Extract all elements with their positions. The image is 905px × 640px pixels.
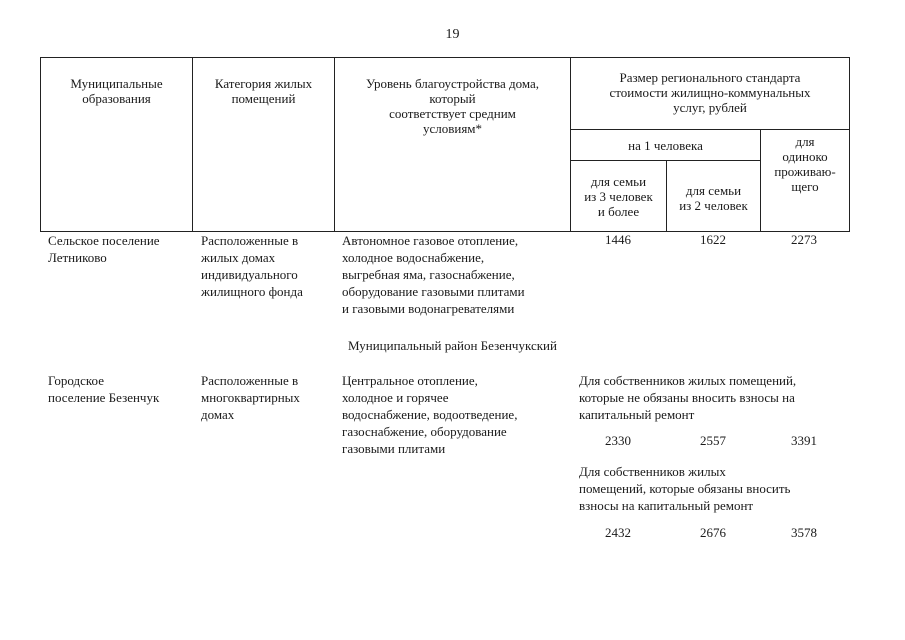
header-standard-size	[570, 57, 850, 130]
header-improvement-level	[334, 57, 571, 232]
row2-a-value-single: 3391	[791, 433, 817, 448]
header-family-3-line-1: для семьи	[590, 174, 647, 189]
header-single-resident	[760, 129, 850, 232]
header-municipal-formations-text: Муниципальные образования	[70, 76, 163, 106]
header-municipal-formations	[40, 57, 193, 232]
header-family-3-line-3: и более	[597, 204, 640, 219]
row2-note-b-line-2: помещений, которые обязаны вносить	[579, 481, 791, 496]
table-header	[40, 57, 850, 232]
header-family-2-line-2: из 2 человек	[679, 198, 748, 213]
row2-improvement-line-1: Центральное отопление,	[342, 373, 478, 388]
row1-value-family3: 1446	[605, 232, 631, 247]
row2-improvement-line-3: водоснабжение, водоотведение,	[342, 407, 518, 422]
row2-note-a-line-1: Для собственников жилых помещений,	[579, 373, 797, 388]
row1-category	[201, 232, 303, 300]
row2-category-line-3: домах	[201, 407, 235, 422]
row1-category-line-2: жилых домах	[201, 250, 276, 265]
row1-municipality-line-2: Летниково	[48, 250, 107, 265]
header-family-2-line-1: для семьи	[685, 183, 742, 198]
row1-category-line-1: Расположенные в	[201, 233, 299, 248]
header-size-line-1: Размер регионального стандарта	[619, 70, 801, 85]
row2-municipality	[48, 372, 159, 406]
header-single-line-3: проживаю-	[774, 164, 836, 179]
header-improvement-line-3: соответствует средним	[389, 106, 516, 121]
row1-category-line-3: индивидуального	[201, 267, 298, 282]
row2-improvement-line-2: холодное и горячее	[342, 390, 449, 405]
row1-improvement-line-5: и газовыми водонагревателями	[342, 301, 515, 316]
page-number: 19	[445, 27, 460, 42]
row2-municipality-line-1: Городское	[48, 373, 104, 388]
header-single-line-4: щего	[791, 179, 819, 194]
row2-a-value-family2: 2557	[700, 433, 726, 448]
row2-note-a-line-2: которые не обязаны вносить взносы на	[579, 390, 795, 405]
row2-note-a-line-3: капитальный ремонт	[579, 407, 695, 422]
row1-improvement-line-2: холодное водоснабжение,	[342, 250, 485, 265]
row2-b-value-family3: 2432	[605, 525, 631, 540]
row2-improvement	[342, 372, 517, 457]
row1-improvement	[342, 232, 525, 317]
header-single-line-2: одиноко	[782, 149, 828, 164]
district-heading: Муниципальный район Безенчукский	[348, 338, 557, 353]
header-family-3	[570, 160, 667, 232]
row1-improvement-line-3: выгребная яма, газоснабжение,	[342, 267, 515, 282]
row1-category-line-4: жилищного фонда	[201, 284, 303, 299]
row2-municipality-line-2: поселение Безенчук	[48, 390, 160, 405]
row1-municipality-line-1: Сельское поселение	[48, 233, 160, 248]
header-housing-category	[192, 57, 335, 232]
header-per-person	[570, 129, 761, 161]
row2-b-value-family2: 2676	[700, 525, 726, 540]
row2-improvement-line-4: газоснабжение, оборудование	[342, 424, 507, 439]
row2-improvement-line-5: газовыми плитами	[342, 441, 446, 456]
header-per-person-text: на 1 человека	[628, 138, 703, 153]
header-housing-category-text: Категория жилых помещений	[214, 76, 313, 106]
header-improvement-line-2: который	[429, 91, 476, 106]
row2-category	[201, 372, 300, 423]
row1-improvement-line-1: Автономное газовое отопление,	[342, 233, 519, 248]
row2-note-with-capital-repair	[579, 463, 790, 514]
row1-value-family2: 1622	[700, 232, 726, 247]
row2-category-line-1: Расположенные в	[201, 373, 299, 388]
header-single-line-1: для	[795, 134, 815, 149]
header-improvement-line-1: Уровень благоустройства дома,	[365, 76, 540, 91]
header-size-line-2: стоимости жилищно-коммунальных	[609, 85, 811, 100]
row2-note-no-capital-repair	[579, 372, 796, 423]
row1-improvement-line-4: оборудование газовыми плитами	[342, 284, 525, 299]
row1-value-single: 2273	[791, 232, 817, 247]
row2-b-value-single: 3578	[791, 525, 817, 540]
header-family-2	[666, 160, 761, 232]
row2-note-b-line-1: Для собственников жилых	[579, 464, 726, 479]
row1-municipality	[48, 232, 160, 266]
header-improvement-line-4: условиям*	[422, 121, 483, 136]
row2-category-line-2: многоквартирных	[201, 390, 300, 405]
row2-a-value-family3: 2330	[605, 433, 631, 448]
header-family-3-line-2: из 3 человек	[584, 189, 653, 204]
header-size-line-3: услуг, рублей	[673, 100, 747, 115]
row2-note-b-line-3: взносы на капитальный ремонт	[579, 498, 754, 513]
